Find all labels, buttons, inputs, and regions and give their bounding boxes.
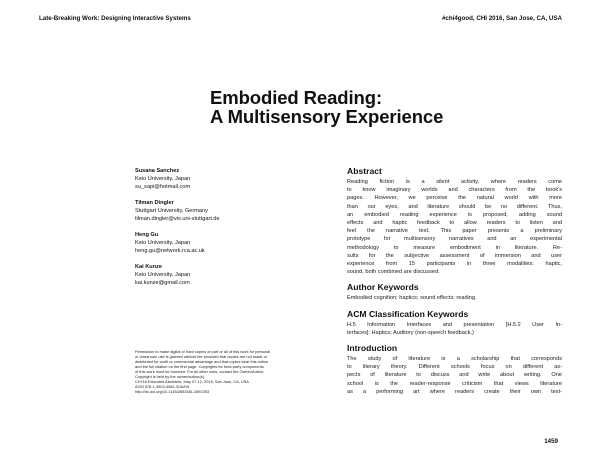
- text-line: H.5 Information Interfaces and presentation [H.5.2 User In-: [347, 321, 562, 328]
- author-email: heng.gu@network.rca.ac.uk: [135, 248, 205, 254]
- text-line: to literary theory. Different schools focus on different as-: [347, 364, 562, 371]
- author-email: tilman.dingler@vis.uni-stuttgart.de: [135, 216, 220, 222]
- author-block: [135, 167, 315, 191]
- author-block: [135, 231, 315, 255]
- text-line: experience from 15 participants in three modalities: haptic,: [347, 261, 562, 268]
- permission-line: http://dx.doi.org/10.1145/2851581.2892353: [135, 389, 210, 395]
- abstract-section: [347, 166, 562, 276]
- author-affiliation: Keio University, Japan: [135, 176, 191, 182]
- permission-line: Permission to make digital or hard copies of part or all of this work for personal: [135, 349, 271, 354]
- author-name: Tilman Dingler: [135, 200, 174, 206]
- title-line-1: Embodied Reading:: [210, 87, 382, 108]
- acm-classification-section: [347, 309, 562, 337]
- permission-notice: [135, 349, 307, 394]
- author-name: Heng Gu: [135, 232, 159, 238]
- page-number: 1459: [544, 438, 558, 445]
- text-line: pects of literature to discuss and write about writing. One: [347, 372, 562, 379]
- author-name: Susana Sanchez: [135, 168, 180, 174]
- title-line-2: A Multisensory Experience: [210, 106, 444, 127]
- author-email: su_sapi@hotmail.com: [135, 184, 191, 190]
- text-line: terfaces]: Haptics; Auditory (non-speech feedback.): [347, 329, 474, 336]
- permission-line: CHI'16 Extended Abstracts, May 07-12, 2016, San Jose, CA, USA: [135, 379, 249, 385]
- introduction-text: [347, 355, 562, 396]
- permission-line: ACM 978-1-4503-4082-3/16/05.: [135, 384, 190, 390]
- text-line: methodology to measure embodiment in literature. Re-: [347, 244, 562, 251]
- text-line: sound, both combined are discussed.: [347, 269, 440, 276]
- paper-title: [210, 88, 540, 126]
- author-block: [135, 199, 315, 223]
- running-header-right: #chi4good, CHI 2016, San Jose, CA, USA: [441, 15, 562, 22]
- author-email: kai.kunze@gmail.com: [135, 280, 190, 286]
- introduction-section: [347, 343, 562, 396]
- text-line: pages. However, we perceive the natural world with more: [347, 195, 562, 202]
- permission-line: of this work must be honored. For all other uses, contact the Owner/Author.: [135, 369, 265, 375]
- permission-line: and the full citation on the first page. Copyrights for third-party components: [135, 364, 264, 370]
- text-line: prototype for multisensory narratives and an experimental: [347, 236, 562, 243]
- text-line: feel the narrative text. This paper presents a preliminary: [347, 228, 562, 235]
- author-affiliation: Keio University, Japan: [135, 240, 191, 246]
- text-line: than our eyes, and literature should be no different. Thus,: [347, 203, 562, 210]
- text-line: an embodied reading experience is proposed, adding sound: [347, 211, 562, 218]
- acm-classification-text: [347, 321, 562, 337]
- keywords-heading: Author Keywords: [347, 282, 419, 293]
- text-line: Embodied cognition; haptics; sound effects; reading.: [347, 295, 477, 302]
- acm-classification-heading: ACM Classification Keywords: [347, 308, 469, 319]
- text-line: sults for the subjective assessment of immersion and user: [347, 252, 562, 259]
- author-affiliation: Keio University, Japan: [135, 272, 191, 278]
- author-name: Kai Kunze: [135, 264, 163, 270]
- running-header-left: Late-Breaking Work: Designing Interactive Systems: [39, 15, 191, 22]
- keywords-section: [347, 282, 562, 302]
- text-line: school is the reader-response criticism that views literature: [347, 380, 562, 387]
- abstract-heading: Abstract: [347, 166, 382, 176]
- text-line: to know imaginary worlds and characters from the book's: [347, 187, 562, 194]
- text-line: as a performing art where readers create their own text-: [347, 388, 562, 395]
- text-line: Reading fiction is a silent activity, where readers come: [347, 179, 562, 185]
- author-list: [135, 167, 315, 295]
- text-line: effects and haptic feedback to allow readers to listen and: [347, 220, 562, 227]
- text-line: The study of literature is a scholarship that corresponds: [347, 356, 562, 363]
- author-affiliation: Stuttgart University, Germany: [135, 208, 208, 214]
- abstract-text: [347, 178, 562, 276]
- main-column: [347, 166, 562, 402]
- keywords-text: [347, 294, 562, 302]
- permission-line: Copyright is held by the owner/author(s).: [135, 374, 206, 380]
- introduction-heading: Introduction: [347, 343, 398, 354]
- permission-line: or classroom use is granted without fee provided that copies are not made or: [135, 354, 268, 360]
- permission-line: distributed for profit or commercial advantage and that copies bear this notice: [135, 359, 269, 365]
- author-block: [135, 263, 315, 287]
